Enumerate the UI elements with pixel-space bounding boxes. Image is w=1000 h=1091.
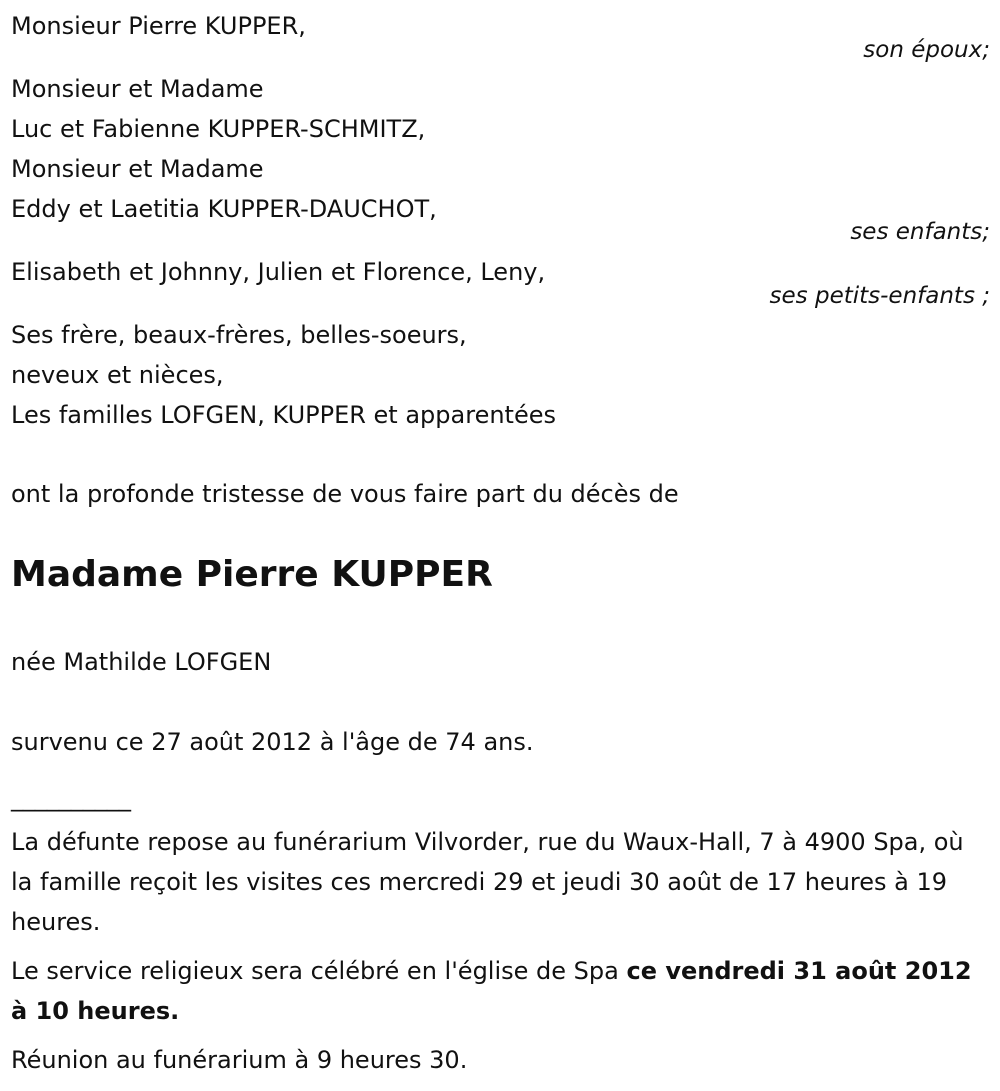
service-datetime: ce vendredi 31 août 2012 à 10 heures.: [11, 957, 972, 1025]
others-line-2: neveux et nièces,: [11, 361, 224, 389]
grandchildren-names: Elisabeth et Johnny, Julien et Florence, Leny,: [11, 258, 546, 286]
grandchildren-role: ses petits-enfants ;: [769, 283, 990, 309]
separator: __________: [11, 784, 131, 812]
deceased-name: Madame Pierre KUPPER: [11, 554, 493, 595]
spouse-name: Monsieur Pierre KUPPER,: [11, 12, 306, 40]
service-text: Le service religieux sera célébré en l'église de Spa: [11, 957, 627, 985]
announcement-intro: ont la profonde tristesse de vous faire part du décès de: [11, 480, 679, 508]
service-details: [11, 951, 976, 1031]
others-line-1: Ses frère, beaux-frères, belles-soeurs,: [11, 321, 467, 349]
spouse-role: son époux;: [863, 37, 990, 63]
children-role: ses enfants;: [850, 219, 990, 245]
children-line-4: Eddy et Laetitia KUPPER-DAUCHOT,: [11, 195, 437, 223]
others-line-3: Les familles LOFGEN, KUPPER et apparentées: [11, 401, 556, 429]
children-line-3: Monsieur et Madame: [11, 155, 264, 183]
children-line-2: Luc et Fabienne KUPPER-SCHMITZ,: [11, 115, 426, 143]
meeting-details: Réunion au funérarium à 9 heures 30.: [11, 1046, 468, 1074]
rest-details: La défunte repose au funérarium Vilvorder, rue du Waux-Hall, 7 à 4900 Spa, où la famille reçoit les visites ces mercredi 29 et jeudi 30 août de 17 heures à 19 heures.: [11, 828, 964, 936]
children-line-1: Monsieur et Madame: [11, 75, 264, 103]
death-date: survenu ce 27 août 2012 à l'âge de 74 ans.: [11, 728, 534, 756]
maiden-name: née Mathilde LOFGEN: [11, 648, 272, 676]
